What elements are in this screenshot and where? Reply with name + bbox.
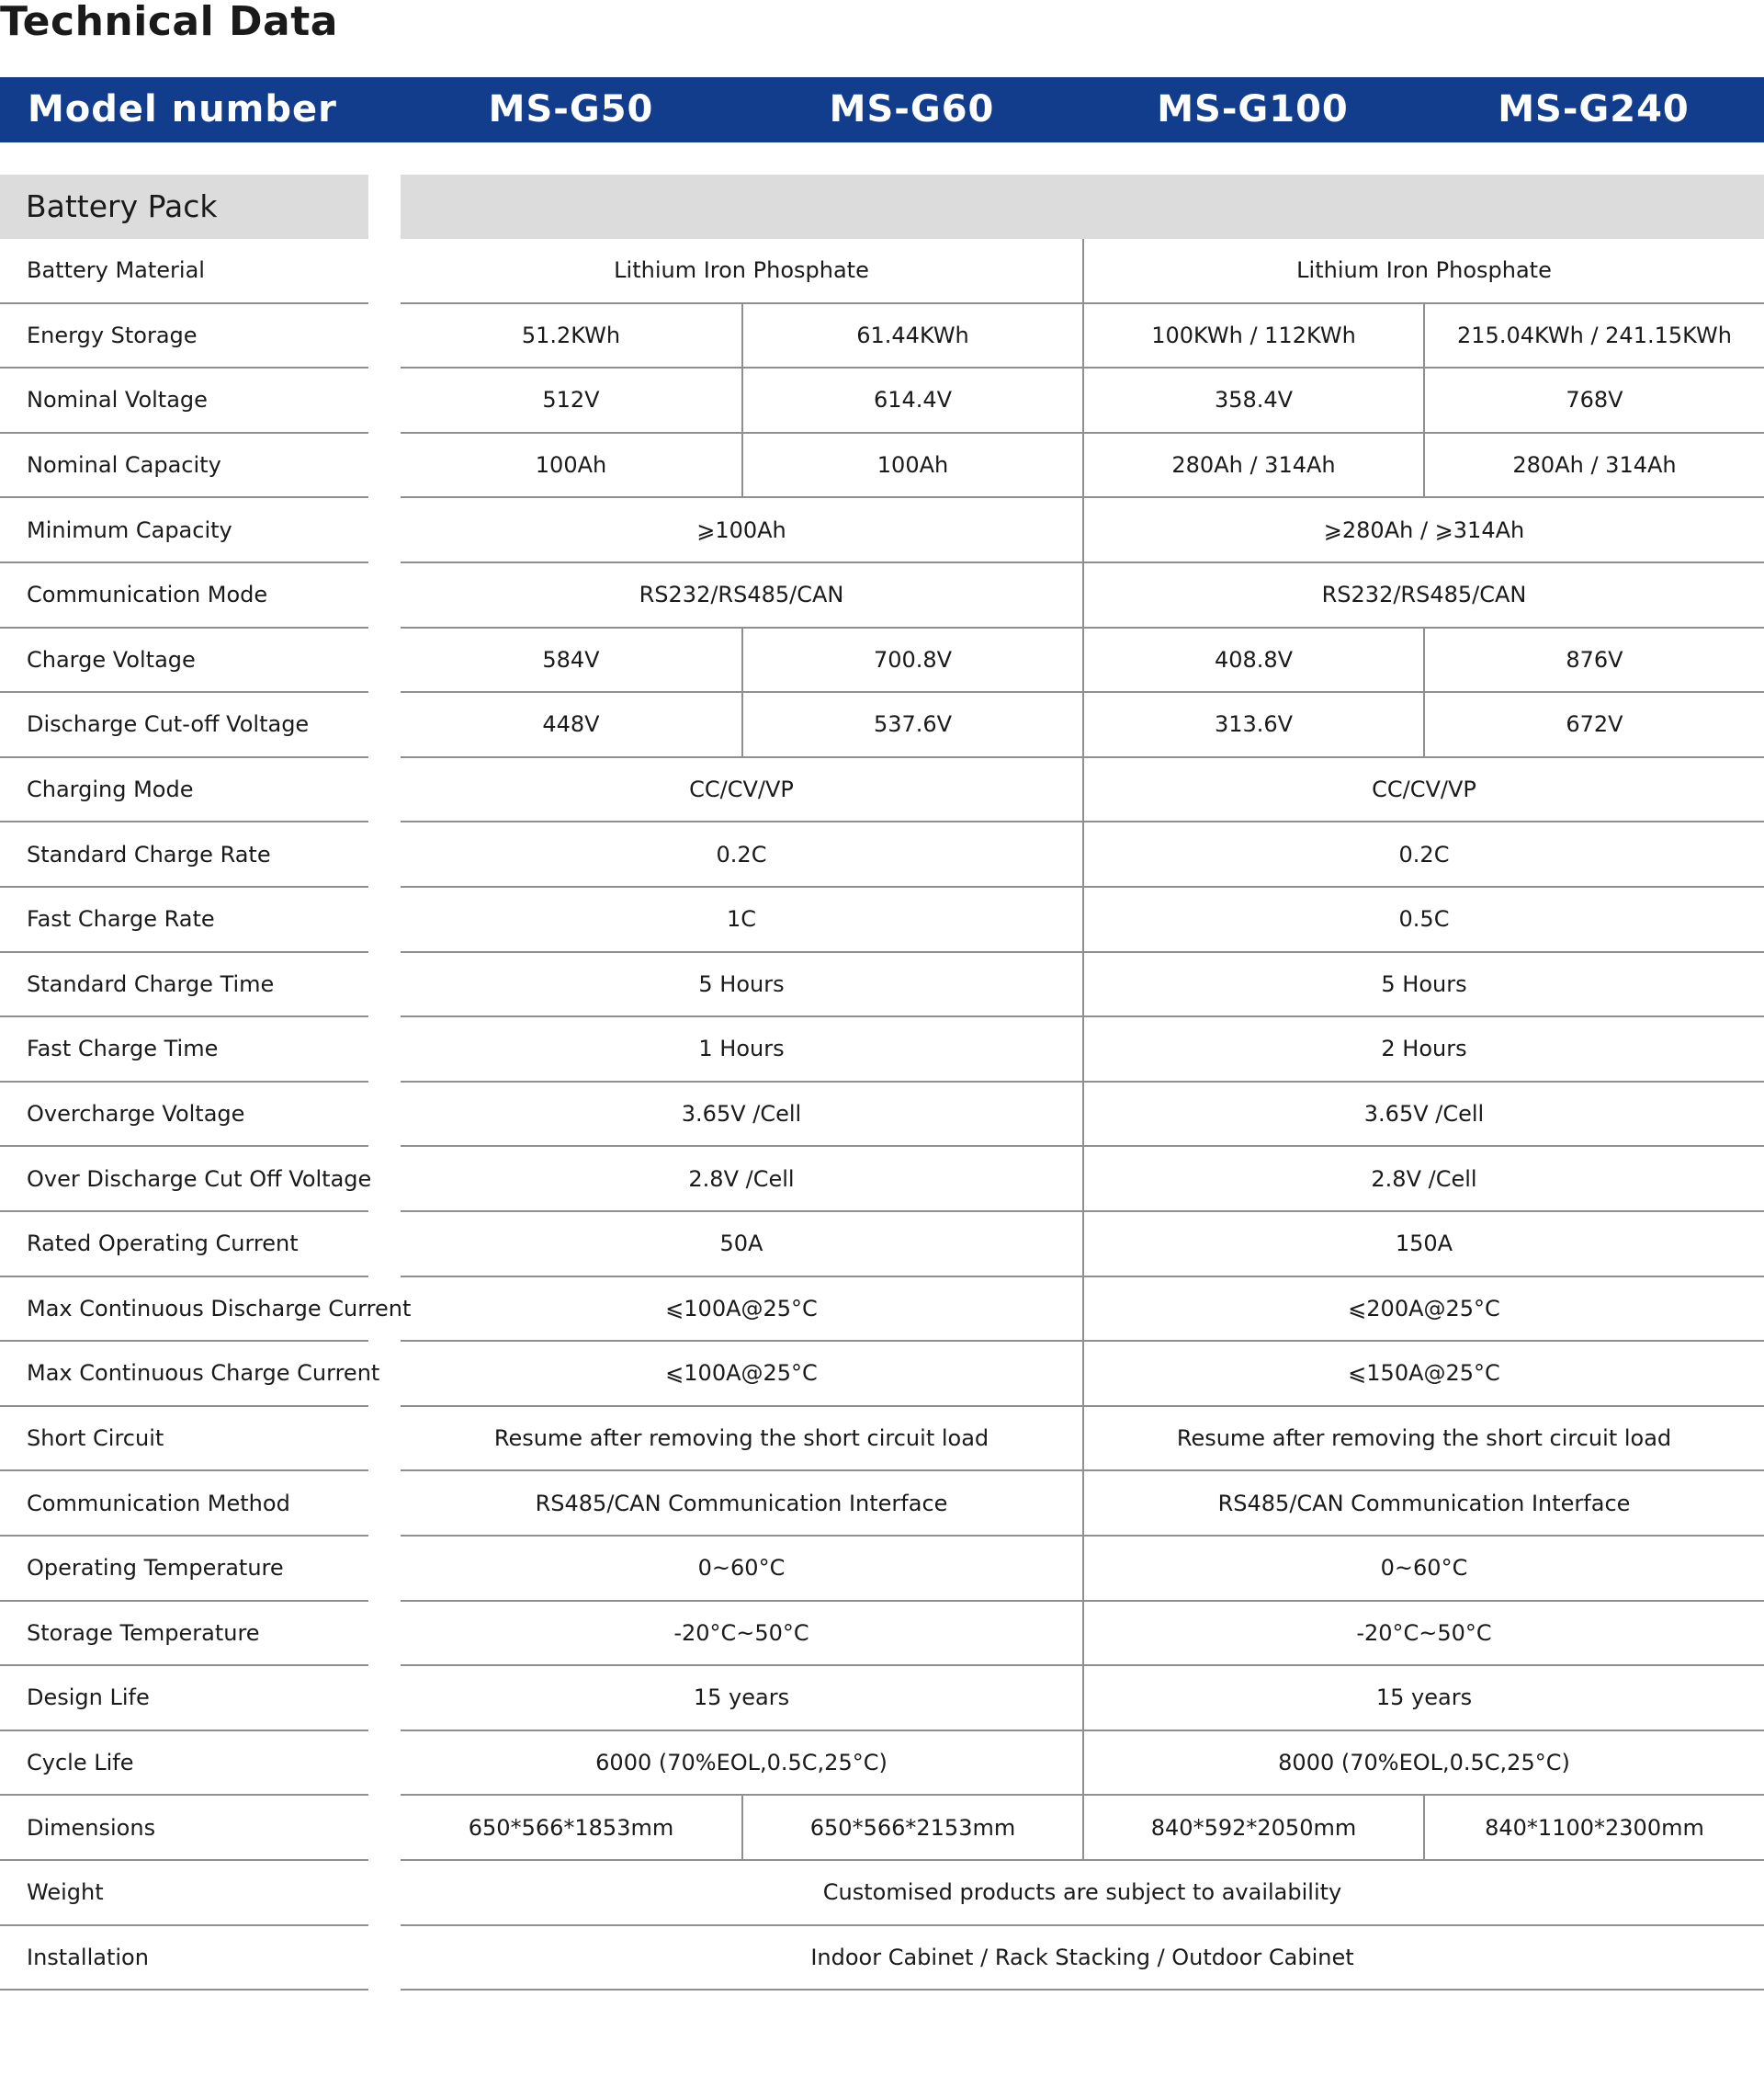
row-label: Energy Storage bbox=[27, 322, 198, 348]
row-label-cell bbox=[0, 1602, 368, 1667]
section-title: Battery Pack bbox=[26, 188, 218, 224]
value-cell: 448V bbox=[401, 693, 741, 758]
value-cell: 8000 (70%EOL,0.5C,25°C) bbox=[1082, 1731, 1764, 1797]
table-row bbox=[0, 953, 1764, 1018]
value-cell: 6000 (70%EOL,0.5C,25°C) bbox=[401, 1731, 1082, 1797]
row-label-cell bbox=[0, 304, 368, 369]
value-cell: ⩾100Ah bbox=[401, 498, 1082, 563]
row-label-cell bbox=[0, 1731, 368, 1797]
table-row bbox=[0, 434, 1764, 499]
value-cell: 5 Hours bbox=[1082, 953, 1764, 1018]
row-label: Rated Operating Current bbox=[27, 1231, 299, 1257]
row-label: Max Continuous Charge Current bbox=[27, 1360, 380, 1387]
value-cell: -20°C~50°C bbox=[401, 1602, 1082, 1667]
value-cell: 2.8V /Cell bbox=[1082, 1147, 1764, 1212]
value-cell: ⩾280Ah / ⩾314Ah bbox=[1082, 498, 1764, 563]
value-cell: 408.8V bbox=[1082, 629, 1423, 694]
row-label: Discharge Cut-off Voltage bbox=[27, 711, 310, 738]
value-cell: 614.4V bbox=[741, 369, 1082, 434]
row-label: Fast Charge Time bbox=[27, 1036, 219, 1062]
row-label: Communication Mode bbox=[27, 582, 268, 608]
row-label: Storage Temperature bbox=[27, 1619, 260, 1646]
value-cell: 313.6V bbox=[1082, 693, 1423, 758]
row-label: Short Circuit bbox=[27, 1425, 164, 1452]
row-label-cell bbox=[0, 888, 368, 953]
value-cell: 51.2KWh bbox=[401, 304, 741, 369]
row-label: Communication Method bbox=[27, 1490, 290, 1516]
value-cell: Lithium Iron Phosphate bbox=[1082, 239, 1764, 304]
row-label-cell bbox=[0, 1342, 380, 1407]
table-row bbox=[0, 1861, 1764, 1926]
row-label-cell bbox=[0, 629, 368, 694]
model-header-bar bbox=[0, 77, 1764, 142]
value-cell: 5 Hours bbox=[401, 953, 1082, 1018]
table-row bbox=[0, 1796, 1764, 1861]
value-cell: 1 Hours bbox=[401, 1017, 1082, 1083]
value-cell: 215.04KWh / 241.15KWh bbox=[1423, 304, 1764, 369]
value-cell: 15 years bbox=[1082, 1666, 1764, 1731]
table-row bbox=[0, 1602, 1764, 1667]
value-cell: 100Ah bbox=[401, 434, 741, 499]
table-row bbox=[0, 693, 1764, 758]
row-label-cell bbox=[0, 498, 368, 563]
model-number-label: Model number bbox=[28, 88, 337, 130]
row-label-cell bbox=[0, 1796, 368, 1861]
value-cell: Indoor Cabinet / Rack Stacking / Outdoor Cabinet bbox=[401, 1926, 1764, 1991]
table-row bbox=[0, 1731, 1764, 1797]
row-label: Battery Material bbox=[27, 257, 205, 284]
table-row bbox=[0, 1017, 1764, 1083]
value-cell: 0.2C bbox=[1082, 822, 1764, 888]
table-row bbox=[0, 1471, 1764, 1537]
table-row bbox=[0, 239, 1764, 304]
row-label-cell bbox=[0, 758, 368, 823]
model-ms-g100: MS-G100 bbox=[1157, 88, 1349, 130]
row-label-cell bbox=[0, 239, 368, 304]
value-cell: 150A bbox=[1082, 1212, 1764, 1277]
value-cell: Resume after removing the short circuit load bbox=[1082, 1407, 1764, 1472]
row-label-cell bbox=[0, 1147, 372, 1212]
table-row bbox=[0, 304, 1764, 369]
row-label-cell bbox=[0, 1212, 368, 1277]
table-row bbox=[0, 1277, 1764, 1343]
row-label: Dimensions bbox=[27, 1814, 156, 1841]
table-row bbox=[0, 1212, 1764, 1277]
row-label-cell bbox=[0, 953, 368, 1018]
value-cell: 650*566*1853mm bbox=[401, 1796, 741, 1861]
table-row bbox=[0, 498, 1764, 563]
row-label-cell bbox=[0, 1861, 368, 1926]
value-cell: 280Ah / 314Ah bbox=[1082, 434, 1423, 499]
value-cell: 0.5C bbox=[1082, 888, 1764, 953]
value-cell: 280Ah / 314Ah bbox=[1423, 434, 1764, 499]
value-cell: 3.65V /Cell bbox=[1082, 1083, 1764, 1148]
row-label-cell bbox=[0, 1017, 368, 1083]
value-cell: 0.2C bbox=[401, 822, 1082, 888]
value-cell: 650*566*2153mm bbox=[741, 1796, 1082, 1861]
row-label: Cycle Life bbox=[27, 1750, 134, 1776]
table-row bbox=[0, 1342, 1764, 1407]
table-row bbox=[0, 1926, 1764, 1991]
table-row bbox=[0, 1407, 1764, 1472]
value-cell: 0~60°C bbox=[1082, 1537, 1764, 1602]
value-cell: ⩽150A@25°C bbox=[1082, 1342, 1764, 1407]
row-label-cell bbox=[0, 1666, 368, 1731]
value-cell: 0~60°C bbox=[401, 1537, 1082, 1602]
table-row bbox=[0, 822, 1764, 888]
row-label: Nominal Capacity bbox=[27, 452, 221, 479]
row-label: Installation bbox=[27, 1944, 149, 1970]
table-row bbox=[0, 629, 1764, 694]
row-label-cell bbox=[0, 822, 368, 888]
value-cell: Resume after removing the short circuit load bbox=[401, 1407, 1082, 1472]
row-label: Design Life bbox=[27, 1684, 150, 1711]
value-cell: 840*592*2050mm bbox=[1082, 1796, 1423, 1861]
row-label: Max Continuous Discharge Current bbox=[27, 1295, 412, 1321]
value-cell: ⩽100A@25°C bbox=[401, 1277, 1082, 1343]
value-cell: 876V bbox=[1423, 629, 1764, 694]
row-label-cell bbox=[0, 1277, 412, 1343]
row-label-cell bbox=[0, 1083, 368, 1148]
value-cell: 2 Hours bbox=[1082, 1017, 1764, 1083]
section-header bbox=[0, 175, 368, 239]
value-cell: RS485/CAN Communication Interface bbox=[1082, 1471, 1764, 1537]
model-ms-g60: MS-G60 bbox=[829, 88, 995, 130]
value-cell: RS485/CAN Communication Interface bbox=[401, 1471, 1082, 1537]
value-cell: -20°C~50°C bbox=[1082, 1602, 1764, 1667]
table-row bbox=[0, 758, 1764, 823]
value-cell: 840*1100*2300mm bbox=[1423, 1796, 1764, 1861]
table-row bbox=[0, 1537, 1764, 1602]
value-cell: ⩽100A@25°C bbox=[401, 1342, 1082, 1407]
value-cell: 100Ah bbox=[741, 434, 1082, 499]
value-cell: ⩽200A@25°C bbox=[1082, 1277, 1764, 1343]
value-cell: 512V bbox=[401, 369, 741, 434]
value-cell: 3.65V /Cell bbox=[401, 1083, 1082, 1148]
table-row bbox=[0, 563, 1764, 629]
value-cell: 537.6V bbox=[741, 693, 1082, 758]
value-cell: 50A bbox=[401, 1212, 1082, 1277]
value-cell: 700.8V bbox=[741, 629, 1082, 694]
table-row bbox=[0, 1147, 1764, 1212]
row-label: Standard Charge Time bbox=[27, 970, 275, 997]
row-label-cell bbox=[0, 1926, 368, 1991]
section-header-band bbox=[401, 175, 1764, 239]
page-title: Technical Data bbox=[0, 0, 338, 45]
value-cell: 768V bbox=[1423, 369, 1764, 434]
row-label-cell bbox=[0, 1537, 368, 1602]
row-label: Charge Voltage bbox=[27, 646, 196, 673]
value-cell: Lithium Iron Phosphate bbox=[401, 239, 1082, 304]
value-cell: CC/CV/VP bbox=[401, 758, 1082, 823]
value-cell: 672V bbox=[1423, 693, 1764, 758]
value-cell: 2.8V /Cell bbox=[401, 1147, 1082, 1212]
model-ms-g50: MS-G50 bbox=[488, 88, 654, 130]
row-label-cell bbox=[0, 1471, 368, 1537]
value-cell: 358.4V bbox=[1082, 369, 1423, 434]
row-label: Overcharge Voltage bbox=[27, 1101, 245, 1128]
row-label: Weight bbox=[27, 1879, 104, 1906]
row-label-cell bbox=[0, 1407, 368, 1472]
value-cell: 1C bbox=[401, 888, 1082, 953]
row-label: Charging Mode bbox=[27, 777, 194, 803]
table-row bbox=[0, 1666, 1764, 1731]
value-cell: 15 years bbox=[401, 1666, 1082, 1731]
table-row bbox=[0, 888, 1764, 953]
model-ms-g240: MS-G240 bbox=[1498, 88, 1690, 130]
value-cell: Customised products are subject to availability bbox=[401, 1861, 1764, 1926]
row-label-cell bbox=[0, 434, 368, 499]
row-label-cell bbox=[0, 563, 368, 629]
row-label: Operating Temperature bbox=[27, 1555, 284, 1582]
value-cell: RS232/RS485/CAN bbox=[1082, 563, 1764, 629]
row-label: Minimum Capacity bbox=[27, 516, 232, 543]
row-label: Fast Charge Rate bbox=[27, 906, 215, 933]
value-cell: RS232/RS485/CAN bbox=[401, 563, 1082, 629]
row-label: Over Discharge Cut Off Voltage bbox=[27, 1165, 372, 1192]
value-cell: CC/CV/VP bbox=[1082, 758, 1764, 823]
table-row bbox=[0, 1083, 1764, 1148]
value-cell: 61.44KWh bbox=[741, 304, 1082, 369]
row-label: Standard Charge Rate bbox=[27, 841, 271, 868]
row-label-cell bbox=[0, 693, 368, 758]
table-row bbox=[0, 369, 1764, 434]
value-cell: 584V bbox=[401, 629, 741, 694]
row-label: Nominal Voltage bbox=[27, 387, 208, 414]
row-label-cell bbox=[0, 369, 368, 434]
value-cell: 100KWh / 112KWh bbox=[1082, 304, 1423, 369]
